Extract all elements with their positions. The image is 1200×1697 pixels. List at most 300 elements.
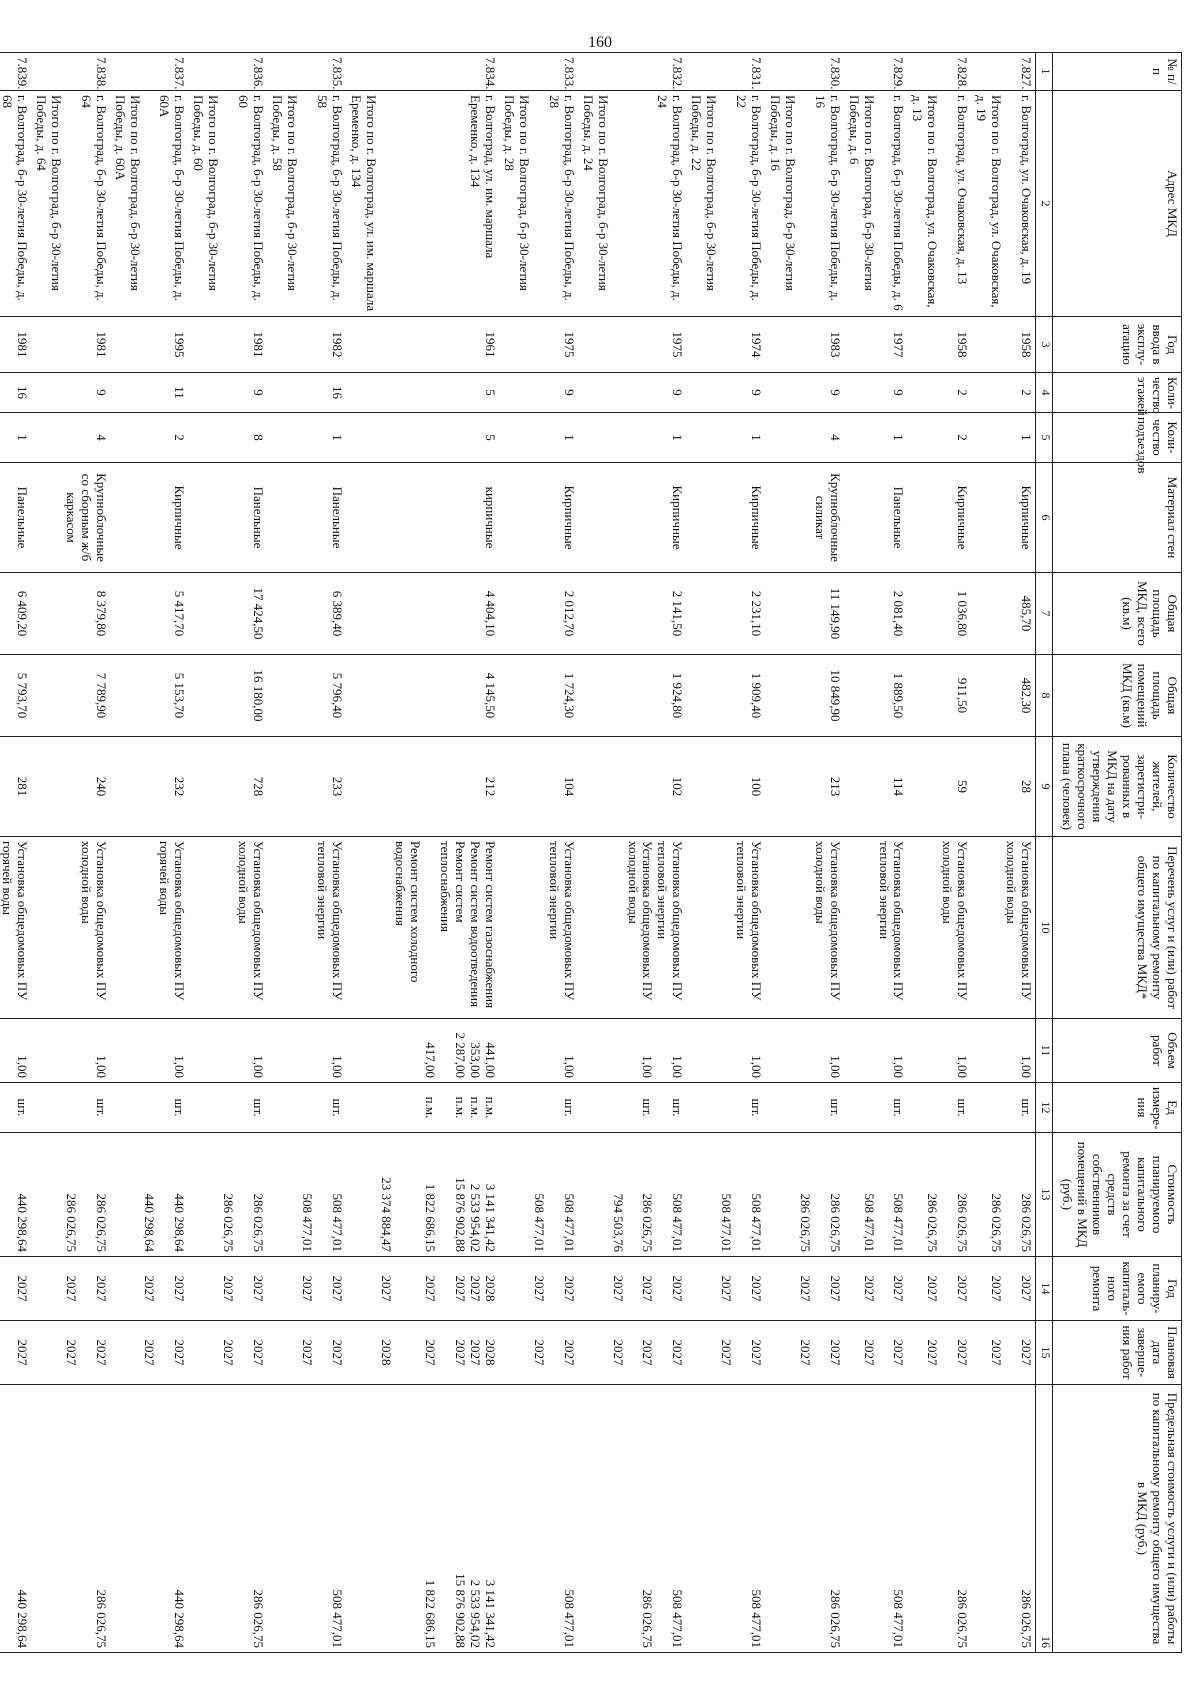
- planned-cost-line: [939, 1137, 954, 1252]
- completion-date-cell: [267, 1321, 346, 1385]
- address-line: г. Волгоград, б-р 30-летия Победы, д. 64: [78, 95, 109, 301]
- planned-cost-cell: [31, 1133, 110, 1257]
- planned-cost-cell: [188, 1133, 267, 1257]
- planned-cost-cell: [765, 1133, 844, 1257]
- planned-year-line: 2027: [15, 1275, 30, 1302]
- address-cell: [346, 91, 499, 317]
- commissioning-year-cell: 1958: [908, 317, 972, 373]
- work-volume-line: 1,00: [640, 1055, 656, 1078]
- limit-cost-line: [924, 1389, 939, 1648]
- column-header: Плановая дата заверше-ния работ: [1053, 1321, 1182, 1385]
- planned-year-line: 2027: [797, 1275, 813, 1302]
- completion-date-cell: [110, 1321, 189, 1385]
- completion-date-line: 2027: [861, 1339, 877, 1366]
- table-row: [765, 53, 844, 1653]
- address-cell: [908, 91, 972, 317]
- wall-material-cell: кирпичные: [346, 463, 499, 573]
- address-line: [142, 95, 157, 312]
- planned-year-line: 2027: [670, 1275, 686, 1302]
- planned-cost-line: [1003, 1137, 1018, 1252]
- table-row: [346, 53, 499, 1653]
- work-volume-cell: [0, 1019, 31, 1083]
- planned-year-cell: [188, 1257, 267, 1321]
- column-header: Общая площадь помещений МКД (кв.м): [1053, 655, 1182, 737]
- limit-cost-line: [718, 1389, 733, 1648]
- address-line: [531, 95, 546, 312]
- unit-line: п.м.: [483, 1096, 499, 1119]
- planned-year-line: [1003, 1261, 1018, 1316]
- floors-count-cell: 16: [0, 373, 31, 413]
- limit-cost-cell: [686, 1385, 765, 1653]
- premises-area-cell: 1 724,30: [499, 655, 578, 737]
- work-volume-cell: [346, 1019, 499, 1083]
- column-number: 9: [1036, 737, 1053, 837]
- column-number: 7: [1036, 573, 1053, 655]
- limit-cost-line: [157, 1389, 172, 1648]
- row-number-cell: 7.829.: [844, 53, 908, 91]
- completion-date-line: [812, 1325, 827, 1380]
- column-header: Ед измере-ния: [1053, 1083, 1182, 1133]
- planned-year-line: 2027: [561, 1275, 577, 1302]
- completion-date-cell: [971, 1321, 1035, 1385]
- completion-date-line: 2027: [63, 1339, 79, 1366]
- unit-line: шт.: [329, 1098, 345, 1117]
- entrances-count-cell: 8: [188, 413, 267, 463]
- completion-date-line: 2027: [329, 1339, 345, 1366]
- limit-cost-line: [797, 1389, 812, 1648]
- row-number-cell: 7.833.: [499, 53, 578, 91]
- unit-cell: [346, 1083, 499, 1133]
- premises-area-cell: 1 924,80: [578, 655, 687, 737]
- planned-cost-line: [437, 1137, 452, 1252]
- table-row: [971, 53, 1035, 1653]
- entrances-count-cell: 1: [499, 413, 578, 463]
- total-area-cell: 11 149,90: [765, 573, 844, 655]
- address-cell: [686, 91, 765, 317]
- planned-cost-line: [876, 1137, 891, 1252]
- limit-cost-line: [876, 1389, 891, 1648]
- column-number: 1: [1036, 53, 1053, 91]
- residents-count-cell: 100: [686, 737, 765, 837]
- completion-date-line: [939, 1325, 954, 1380]
- column-number-row: [1036, 53, 1053, 1653]
- work-volume-line: 1,00: [955, 1055, 971, 1078]
- planned-cost-line: [408, 1137, 423, 1252]
- premises-area-cell: 1 889,50: [844, 655, 908, 737]
- address-line: [393, 95, 408, 312]
- completion-date-cell: [0, 1321, 31, 1385]
- work-volume-cell: [267, 1019, 346, 1083]
- unit-cell: [267, 1083, 346, 1133]
- planned-year-line: 2027: [93, 1275, 109, 1302]
- planned-cost-line: [393, 1137, 408, 1252]
- address-line: Итого по г. Волгоград, б-р 30-летия Победы, д. 60А: [112, 95, 143, 291]
- completion-date-line: [546, 1325, 561, 1380]
- address-line: г. Волгоград, б-р 30-летия Победы, д. 28: [546, 95, 577, 301]
- floors-count-cell: 5: [346, 373, 499, 413]
- work-volume-cell: [499, 1019, 578, 1083]
- row-number-cell: 7.831.: [686, 53, 765, 91]
- completion-date-line: 2027: [251, 1339, 267, 1366]
- completion-date-line: [393, 1325, 408, 1380]
- total-area-cell: 485,70: [971, 573, 1035, 655]
- address-cell: [0, 91, 31, 317]
- limit-cost-line: 508 477,01: [561, 1589, 577, 1648]
- completion-date-line: 2027: [989, 1339, 1005, 1366]
- table-row: [0, 53, 31, 1653]
- planned-cost-line: 440 298,64: [142, 1193, 158, 1252]
- planned-cost-cell: [346, 1133, 499, 1257]
- unit-cell: [110, 1083, 189, 1133]
- floors-count-cell: 2: [908, 373, 972, 413]
- address-line: Итого по г. Волгоград, б-р 30-летия Победы, д. 60: [191, 95, 222, 291]
- completion-date-line: 2027: [299, 1339, 315, 1366]
- entrances-count-cell: 1: [578, 413, 687, 463]
- entrances-count-cell: 1: [971, 413, 1035, 463]
- works-list-line: Установка общедомовых ПУ холодной воды: [236, 841, 267, 1001]
- planned-cost-line: 286 026,75: [251, 1193, 267, 1252]
- residents-count-cell: 102: [578, 737, 687, 837]
- completion-date-line: 2027: [423, 1339, 439, 1366]
- column-header: Объем работ: [1053, 1019, 1182, 1083]
- work-volume-line: 1,00: [561, 1055, 577, 1078]
- planned-cost-line: 286 026,75: [93, 1193, 109, 1252]
- completion-date-line: 2027: [640, 1339, 656, 1366]
- wall-material-cell: Кирпичные: [578, 463, 687, 573]
- planned-year-line: [393, 1261, 408, 1316]
- planned-cost-cell: [267, 1133, 346, 1257]
- planned-cost-line: 286 026,75: [221, 1193, 237, 1252]
- address-line: [876, 95, 891, 312]
- limit-cost-line: 508 477,01: [670, 1589, 686, 1648]
- completion-date-line: 2027: [93, 1339, 109, 1366]
- commissioning-year-cell: 1981: [0, 317, 31, 373]
- column-header: Коли-чество подъездов: [1053, 413, 1182, 463]
- work-volume-line: 1,00: [329, 1055, 345, 1078]
- work-volume-cell: [578, 1019, 687, 1083]
- works-list-line: Установка общедомовых ПУ тепловой энергии: [655, 841, 686, 1001]
- limit-cost-line: [655, 1389, 670, 1648]
- limit-cost-cell: [346, 1385, 499, 1653]
- address-line: Итого по г. Волгоград, б-р 30-летия Победы, д. 22: [689, 95, 720, 291]
- planned-year-cell: [686, 1257, 765, 1321]
- planned-year-cell: [267, 1257, 346, 1321]
- wall-material-cell: Панельные: [844, 463, 908, 573]
- limit-cost-cell: [499, 1385, 578, 1653]
- commissioning-year-cell: 1977: [844, 317, 908, 373]
- limit-cost-line: [1003, 1389, 1018, 1648]
- residents-count-cell: 728: [188, 737, 267, 837]
- limit-cost-cell: [844, 1385, 908, 1653]
- planned-year-line: [235, 1261, 250, 1316]
- commissioning-year-cell: 1975: [578, 317, 687, 373]
- column-header: Количество жителей, зарегистри-рованных в МКД на дату утверждения краткосрочного плана (человек): [1053, 737, 1182, 837]
- planned-year-line: 2027: [719, 1275, 735, 1302]
- unit-line: шт.: [172, 1098, 188, 1117]
- address-line: г. Волгоград, б-р 30-летия Победы, д. 68: [0, 95, 30, 301]
- total-area-cell: 8 379,80: [31, 573, 110, 655]
- limit-cost-line: [610, 1389, 625, 1648]
- planned-year-line: 2027: [221, 1275, 237, 1302]
- planned-cost-line: 794 503,76: [610, 1193, 626, 1252]
- address-line: [220, 95, 235, 312]
- planned-year-line: [437, 1261, 452, 1316]
- work-volume-line: [655, 1023, 670, 1078]
- works-list-line: Установка общедомовых ПУ тепловой энергии: [876, 841, 907, 1001]
- address-cell: [971, 91, 1035, 317]
- limit-cost-line: 286 026,75: [93, 1589, 109, 1648]
- planned-year-line: 2027: [468, 1275, 484, 1302]
- address-cell: [765, 91, 844, 317]
- column-number: 10: [1036, 837, 1053, 1019]
- limit-cost-line: 440 298,64: [172, 1589, 188, 1648]
- completion-date-line: [876, 1325, 891, 1380]
- work-volume-line: 1,00: [1019, 1055, 1034, 1078]
- floors-count-cell: 9: [188, 373, 267, 413]
- wall-material-cell: Кирпичные: [499, 463, 578, 573]
- entrances-count-cell: 1: [0, 413, 31, 463]
- limit-cost-line: [939, 1389, 954, 1648]
- capital-repair-table: [0, 52, 1182, 1653]
- table-row: [31, 53, 110, 1653]
- planned-year-line: [0, 1261, 14, 1316]
- entrances-count-cell: 5: [346, 413, 499, 463]
- column-header: Год планиру-емого капиталь-ного ремонта: [1053, 1257, 1182, 1321]
- planned-cost-line: 440 298,64: [15, 1193, 30, 1252]
- row-number-cell: 7.830.: [765, 53, 844, 91]
- total-area-cell: 1 036,80: [908, 573, 972, 655]
- work-volume-line: 1,00: [891, 1055, 907, 1078]
- table-row: [267, 53, 346, 1653]
- planned-year-line: 2027: [172, 1275, 188, 1302]
- residents-count-cell: 104: [499, 737, 578, 837]
- table-body: [0, 53, 1036, 1653]
- limit-cost-line: [299, 1389, 314, 1648]
- planned-cost-line: 508 477,01: [861, 1193, 877, 1252]
- limit-cost-line: [437, 1389, 452, 1648]
- column-number: 3: [1036, 317, 1053, 373]
- works-list-cell: [0, 837, 31, 1019]
- planned-cost-line: [655, 1137, 670, 1252]
- planned-cost-line: 1 822 686,15: [423, 1183, 439, 1252]
- planned-year-cell: [110, 1257, 189, 1321]
- limit-cost-line: 286 026,75: [955, 1589, 971, 1648]
- planned-year-cell: [31, 1257, 110, 1321]
- limit-cost-line: 286 026,75: [640, 1589, 656, 1648]
- rotated-page: [0, 52, 1182, 1652]
- premises-area-cell: 1 909,40: [686, 655, 765, 737]
- planned-year-line: 2027: [955, 1275, 971, 1302]
- floors-count-cell: 2: [971, 373, 1035, 413]
- column-number: 12: [1036, 1083, 1053, 1133]
- planned-year-line: [408, 1261, 423, 1316]
- address-line: [1003, 95, 1018, 312]
- address-cell: [578, 91, 687, 317]
- limit-cost-line: 508 477,01: [329, 1589, 345, 1648]
- planned-cost-line: [0, 1137, 14, 1252]
- completion-date-line: 2028: [378, 1339, 394, 1366]
- work-volume-line: 1,00: [93, 1055, 109, 1078]
- address-line: Итого по г. Волгоград, ул. Очаковская, д. 19: [974, 95, 1005, 308]
- completion-date-cell: [499, 1321, 578, 1385]
- address-line: г. Волгоград, б-р 30-летия Победы, д. 58: [314, 95, 345, 301]
- address-line: [625, 95, 640, 312]
- planned-cost-line: 3 141 341,42: [483, 1183, 499, 1252]
- completion-date-line: [314, 1325, 329, 1380]
- column-number: 2: [1036, 91, 1053, 317]
- unit-cell: [971, 1083, 1035, 1133]
- planned-cost-line: 508 477,01: [329, 1193, 345, 1252]
- completion-date-line: 2027: [531, 1339, 547, 1366]
- commissioning-year-cell: 1981: [188, 317, 267, 373]
- premises-area-cell: 5 796,40: [267, 655, 346, 737]
- unit-line: п.м.: [468, 1096, 484, 1119]
- commissioning-year-cell: 1995: [110, 317, 189, 373]
- limit-cost-line: [546, 1389, 561, 1648]
- work-volume-line: 353,00: [468, 1042, 484, 1078]
- completion-date-line: [655, 1325, 670, 1380]
- column-number: 15: [1036, 1321, 1053, 1385]
- address-line: г. Волгоград, б-р 30-летия Победы, д. 6: [891, 95, 907, 311]
- planned-cost-line: [78, 1137, 93, 1252]
- address-line: г. Волгоград, б-р 30-летия Победы, д. 60А: [157, 95, 188, 301]
- limit-cost-line: 286 026,75: [1019, 1589, 1034, 1648]
- completion-date-line: 2027: [221, 1339, 237, 1366]
- planned-cost-cell: [908, 1133, 972, 1257]
- completion-date-line: [625, 1325, 640, 1380]
- works-list-line: [422, 841, 437, 1014]
- planned-year-cell: [499, 1257, 578, 1321]
- planned-cost-cell: [578, 1133, 687, 1257]
- limit-cost-line: [393, 1389, 408, 1648]
- total-area-cell: 6 389,40: [267, 573, 346, 655]
- premises-area-cell: 482,30: [971, 655, 1035, 737]
- table-row: [188, 53, 267, 1653]
- limit-cost-line: [812, 1389, 827, 1648]
- column-header: Год ввода в эксплу-атацию: [1053, 317, 1182, 373]
- completion-date-line: 2027: [142, 1339, 158, 1366]
- wall-material-cell: Кирпичные: [971, 463, 1035, 573]
- column-number: 6: [1036, 463, 1053, 573]
- completion-date-cell: [31, 1321, 110, 1385]
- planned-cost-line: [546, 1137, 561, 1252]
- row-number-cell: 7.827.: [971, 53, 1035, 91]
- unit-cell: [31, 1083, 110, 1133]
- limit-cost-line: [63, 1389, 78, 1648]
- column-number: 4: [1036, 373, 1053, 413]
- address-line: Итого по г. Волгоград, б-р 30-летия Победы, д. 6: [846, 95, 877, 291]
- address-line: Итого по г. Волгоград, б-р 30-летия Победы, д. 16: [768, 95, 798, 291]
- completion-date-line: 2027: [453, 1339, 469, 1366]
- completion-date-cell: [686, 1321, 765, 1385]
- entrances-count-cell: 1: [686, 413, 765, 463]
- column-header: № п/п: [1053, 53, 1182, 91]
- column-number: 8: [1036, 655, 1053, 737]
- unit-cell: [844, 1083, 908, 1133]
- completion-date-line: 2027: [719, 1339, 735, 1366]
- completion-date-line: [733, 1325, 748, 1380]
- work-volume-line: 1,00: [172, 1055, 188, 1078]
- limit-cost-line: [531, 1389, 546, 1648]
- limit-cost-line: [733, 1389, 748, 1648]
- works-list-cell: [188, 837, 267, 1019]
- residents-count-cell: 212: [346, 737, 499, 837]
- works-list-cell: [346, 837, 499, 1019]
- completion-date-line: 2027: [1019, 1339, 1034, 1366]
- completion-date-line: [235, 1325, 250, 1380]
- planned-cost-line: 508 477,01: [670, 1193, 686, 1252]
- total-area-cell: 17 424,50: [188, 573, 267, 655]
- planned-year-line: 2027: [861, 1275, 877, 1302]
- limit-cost-line: [988, 1389, 1003, 1648]
- completion-date-line: 2027: [172, 1339, 188, 1366]
- unit-line: шт.: [955, 1098, 971, 1117]
- planned-cost-cell: [0, 1133, 31, 1257]
- total-area-cell: 2 012,70: [499, 573, 578, 655]
- wall-material-cell: Кирпичные: [908, 463, 972, 573]
- limit-cost-cell: [578, 1385, 687, 1653]
- address-cell: [188, 91, 267, 317]
- planned-cost-line: 286 026,75: [640, 1193, 656, 1252]
- works-list-line: Установка общедомовых ПУ тепловой энергии: [546, 841, 577, 1001]
- works-list-line: Установка общедомовых ПУ горячей воды: [157, 841, 188, 1001]
- works-list-cell: [499, 837, 578, 1019]
- planned-cost-line: 2 533 954,02: [468, 1183, 484, 1252]
- unit-cell: [908, 1083, 972, 1133]
- address-line: [452, 95, 467, 312]
- unit-line: шт.: [251, 1098, 267, 1117]
- address-line: г. Волгоград, б-р 30-летия Победы, д. 16: [812, 95, 843, 301]
- wall-material-cell: Кирпичные: [686, 463, 765, 573]
- planned-cost-line: 508 477,01: [299, 1193, 315, 1252]
- completion-date-line: 2027: [15, 1339, 30, 1366]
- planned-year-cell: [346, 1257, 499, 1321]
- address-line: [939, 95, 954, 312]
- row-number-cell: 7.839.: [0, 53, 31, 91]
- works-list-cell: [31, 837, 110, 1019]
- limit-cost-line: [314, 1389, 329, 1648]
- planned-cost-cell: [971, 1133, 1035, 1257]
- unit-line: шт.: [891, 1098, 907, 1117]
- unit-line: [437, 1087, 452, 1128]
- unit-line: шт.: [15, 1098, 30, 1117]
- limit-cost-line: 2 533 954,02: [468, 1579, 484, 1648]
- planned-year-line: [78, 1261, 93, 1316]
- completion-date-cell: [844, 1321, 908, 1385]
- planned-year-line: [625, 1261, 640, 1316]
- commissioning-year-cell: 1975: [499, 317, 578, 373]
- address-line: [378, 95, 393, 312]
- unit-line: шт.: [93, 1098, 109, 1117]
- address-line: [797, 95, 812, 312]
- planned-year-line: 2027: [891, 1275, 907, 1302]
- address-line: [408, 95, 423, 312]
- works-list-line: Установка общедомовых ПУ тепловой энергии: [314, 841, 345, 1001]
- floors-count-cell: 9: [686, 373, 765, 413]
- address-line: Итого по г. Волгоград, б-р 30-летия Победы, д. 58: [270, 95, 300, 291]
- entrances-count-cell: 4: [31, 413, 110, 463]
- floors-count-cell: 9: [499, 373, 578, 413]
- planned-cost-line: 286 026,75: [955, 1193, 971, 1252]
- limit-cost-line: [861, 1389, 876, 1648]
- planned-year-line: 2027: [453, 1275, 469, 1302]
- table-row: [499, 53, 578, 1653]
- planned-cost-line: 508 477,01: [561, 1193, 577, 1252]
- floors-count-cell: 9: [31, 373, 110, 413]
- commissioning-year-cell: 1981: [31, 317, 110, 373]
- commissioning-year-cell: 1982: [267, 317, 346, 373]
- address-line: [437, 95, 452, 312]
